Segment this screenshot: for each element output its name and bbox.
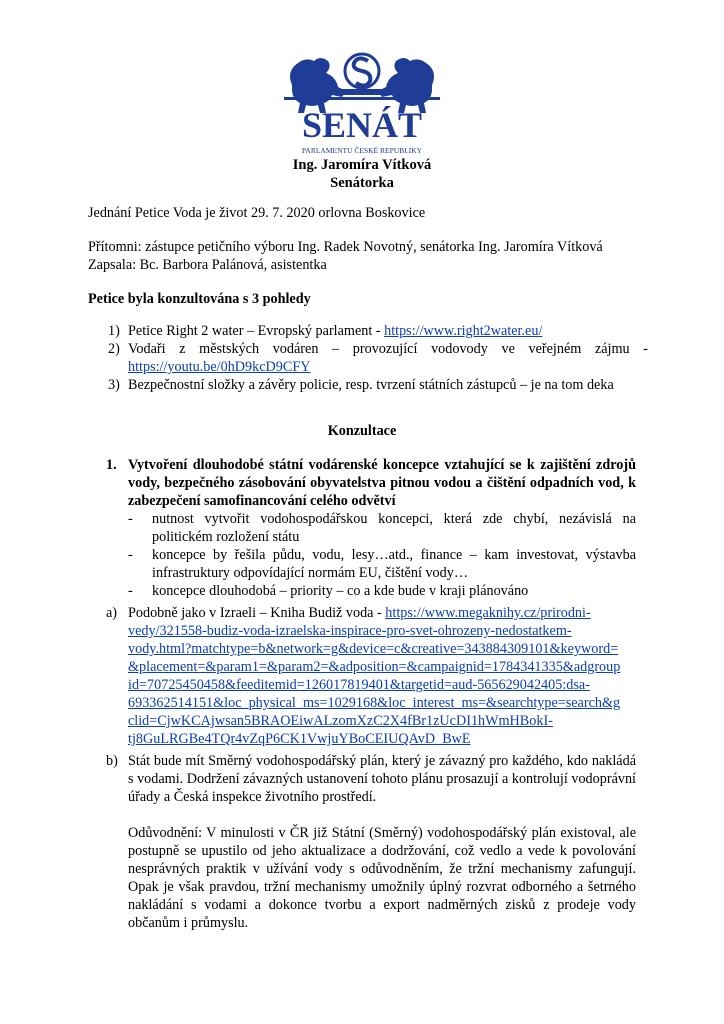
bullet-item <box>128 582 636 600</box>
youtube-link[interactable]: https://youtu.be/0hD9kcD9CFY <box>128 359 311 375</box>
senate-logo <box>0 45 724 170</box>
megaknihy-link-line[interactable]: vedy/321558-budiz-voda-izraelska-inspirace-pro-svet-ohrozeny-nedostatkem- <box>128 623 572 639</box>
item-letter: a) <box>106 605 118 621</box>
megaknihy-link-line[interactable]: 693362514151&loc_physical_ms=1029168&loc_interest_ms=&searchtype=search&g <box>128 695 621 711</box>
right2water-link[interactable]: https://www.right2water.eu/ <box>384 323 543 339</box>
megaknihy-link-line[interactable]: id=70725450458&feeditemid=126017819401&targetid=aud-565629042405:dsa- <box>128 677 590 693</box>
present-line: Přítomni: zástupce petičního výboru Ing. Radek Novotný, senátorka Ing. Jaromíra Vítková <box>88 239 603 255</box>
megaknihy-link-line[interactable]: tj8GuLRGBe4TQr4vZqP6CK1VwjuYBoCEIUQAvD_BwE <box>128 731 471 747</box>
senator-name: Ing. Jaromíra Vítková <box>292 157 432 173</box>
perspectives-list <box>88 322 648 394</box>
reasoning-text: Odůvodnění: V minulosti v ČR již Státní (Směrný) vodohospodářský plán existoval, ale postupně se upustilo od jeho aktualizace a dodržování, což vedlo a vede k povolování nesprávných praktik v užívání vody s odůvodněním, že tržní mechanismy zafungují. Opak je však pravdou, tržní mechanismy umožnily úplný rozvrat odborného a šetrného nakládání s vodami a dokonce tvorbu a export nadměrných zisků z prodeje vody občanům i průmyslu. <box>128 825 636 931</box>
meeting-line: Jednání Petice Voda je život 29. 7. 2020 orlovna Boskovice <box>88 205 426 221</box>
section-number: 1. <box>106 457 117 473</box>
item-text: Podobně jako v Izraeli – Kniha Budiž voda - <box>128 605 386 621</box>
megaknihy-link-line[interactable]: clid=CjwKCAjwsan5BRAOEiwALzomXzC2X4fBr1zUcDI1hWmHBokI- <box>128 713 553 729</box>
senate-subtitle: PARLAMENTU ČESKÉ REPUBLIKY <box>301 146 423 155</box>
list-number: 1) <box>108 323 120 339</box>
section-title: Vytvoření dlouhodobé státní vodárenské koncepce vztahující se k zajištění zdrojů vody, bezpečného zásobování obyvatelstva pitnou vodou a čištění odpadních vod, k zabezpečení samofinancování celého odvětví <box>128 457 636 509</box>
bullet-dash: - <box>128 583 133 599</box>
senator-role: Senátorka <box>330 175 394 191</box>
list-number: 2) <box>108 341 120 357</box>
item-a <box>88 604 636 748</box>
konzultace-heading: Konzultace <box>327 423 397 439</box>
bullet-text: nutnost vytvořit vodohospodářskou koncepci, která zde chybí, nezávislá na politickém rozložení státu <box>152 511 636 545</box>
list-text: Vodaři z městských vodáren – provozující vodovody ve veřejném zájmu - <box>128 341 648 357</box>
list-item <box>88 322 648 340</box>
list-item <box>88 340 648 376</box>
list-text: Bezpečnostní složky a závěry policie, resp. tvrzení státních zástupců – je na tom deka <box>128 377 614 393</box>
bullet-text: koncepce by řešila půdu, vodu, lesy…atd., finance – kam investovat, výstavba infrastruktury odpovídající normám EU, čištění vody… <box>152 547 636 581</box>
recorded-line: Zapsala: Bc. Barbora Palánová, asistentka <box>88 257 327 273</box>
item-letter: b) <box>106 753 118 769</box>
bullet-dash: - <box>128 547 133 563</box>
senate-wordmark: SENÁT <box>301 105 423 145</box>
megaknihy-link-line[interactable]: &placement=&param1=&param2=&adposition=&campaignid=1784341335&adgroup <box>128 659 621 675</box>
consulted-heading: Petice byla konzultována s 3 pohledy <box>88 291 311 307</box>
bullet-item <box>128 510 636 546</box>
megaknihy-link-line[interactable]: https://www.megaknihy.cz/prirodni- <box>385 605 591 621</box>
megaknihy-link-line[interactable]: vody.html?matchtype=b&network=g&device=c&creative=343884309101&keyword= <box>128 641 619 657</box>
senate-emblem-icon <box>272 45 452 170</box>
list-item <box>88 376 648 394</box>
item-text: Stát bude mít Směrný vodohospodářský plán, který je závazný pro každého, kdo nakládá s vodami. Dodržení závazných ustanovení tohoto plánu prosazují a kontrolují vodoprávní úřady a Česká inspekce životního prostředí. <box>128 753 636 805</box>
bullet-text: koncepce dlouhodobá – priority – co a kde bude v kraji plánováno <box>152 583 529 599</box>
bullet-dash: - <box>128 511 133 527</box>
section-1 <box>88 456 636 600</box>
list-number: 3) <box>108 377 120 393</box>
list-text: Petice Right 2 water – Evropský parlament - <box>128 323 385 339</box>
bullet-item <box>128 546 636 582</box>
item-b <box>88 752 636 932</box>
